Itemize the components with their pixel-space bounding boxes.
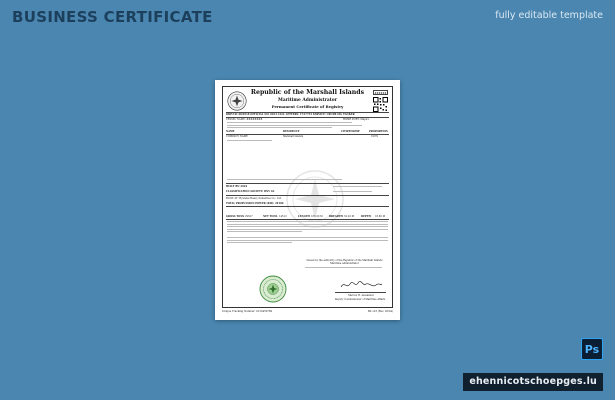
certificate-border xyxy=(222,86,393,308)
text-line xyxy=(333,191,372,192)
text-line xyxy=(227,221,388,222)
issued-by-text: Issued by the authority of the Republic of the Marshall Islands Maritime Administrator xyxy=(306,259,383,266)
text-line xyxy=(227,125,362,126)
banner-title: BUSINESS CERTIFICATE xyxy=(12,8,213,26)
owner-residence: Marshall Islands xyxy=(283,135,304,138)
photoshop-icon: Ps xyxy=(581,338,603,360)
text-line xyxy=(227,242,292,243)
signature-line xyxy=(335,292,386,293)
tonnage-value-gross: 29627 xyxy=(245,215,253,218)
administrator-seal-icon xyxy=(259,275,287,303)
tonnage-label-net: NET TONS xyxy=(263,215,278,218)
certificate-subheading: Maritime Administrator xyxy=(278,98,337,103)
site-label: ehennicotschoepges.lu xyxy=(463,373,603,391)
signature-icon xyxy=(339,280,383,290)
form-code: MI-123 (Rev. 03/24) xyxy=(367,310,393,313)
divider xyxy=(226,134,389,135)
text-line xyxy=(227,127,332,128)
tonnage-label-depth: DEPTH xyxy=(361,215,371,218)
home-port: HOME PORT: Majuro xyxy=(343,118,370,121)
text-line xyxy=(305,267,382,268)
form-code-box: ###### xyxy=(374,92,387,95)
text-line xyxy=(227,240,388,241)
text-line xyxy=(227,140,272,141)
certificate-document xyxy=(215,80,400,320)
divider xyxy=(226,183,389,184)
text-line xyxy=(227,122,352,123)
certificate-footer xyxy=(222,310,393,313)
built-at: BUILT AT: Hyundai Heavy Industries Co., Ltd. xyxy=(226,197,282,200)
divider xyxy=(226,195,389,196)
text-line xyxy=(227,179,342,180)
banner-tagline: fully editable template xyxy=(495,10,603,21)
certificate-doc-title: Permanent Certificate of Registry xyxy=(271,104,344,109)
owner-col-residence: RESIDENCE xyxy=(283,130,300,133)
tonnage-label-gross: GROSS TONS xyxy=(226,215,245,218)
certificate-heading: Republic of the Marshall Islands xyxy=(250,89,365,96)
registration-line: DRIVVR: 00/0518 OFFICIAL NO: 0013 CALL LETTERS: V7A7733 SERVICE: CRUDE OIL TANKER xyxy=(226,113,355,116)
owner-col-proportion: PROPORTION xyxy=(369,130,388,133)
tracking-number: Unique Tracking Number: 0123456789 xyxy=(222,310,273,313)
text-line xyxy=(333,186,382,187)
tonnage-label-breadth: BREADTH xyxy=(329,215,343,218)
text-line xyxy=(227,237,388,238)
propulsion-power: TOTAL PROPULSION POWER (KW): 24100 xyxy=(226,201,284,205)
signatory-name: Marcus H. Alexander xyxy=(348,294,374,297)
owner-col-citizenship: CITIZENSHIP xyxy=(341,130,360,133)
owner-col-name: NAME xyxy=(226,130,235,133)
built-by: BUILT BY: 2024 xyxy=(226,185,248,188)
tonnage-value-depth: 18.80 M xyxy=(375,215,386,218)
tonnage-value-net: 14512 xyxy=(279,215,287,218)
tonnage-value-breadth: 32.20 M xyxy=(344,215,355,218)
classification-society: CLASSIFICATION SOCIETY: DNV GL xyxy=(226,190,275,193)
signatory-title: Deputy Commissioner of Maritime Affairs xyxy=(334,298,386,301)
text-line xyxy=(227,226,388,227)
vessel-name: VESSEL NAME: ######## xyxy=(226,118,263,121)
divider xyxy=(226,219,389,220)
tonnage-label-length: LENGTH xyxy=(298,215,310,218)
text-line xyxy=(227,231,302,232)
owner-name: COMPANY NAME xyxy=(226,135,248,138)
text-line xyxy=(227,224,388,225)
text-line xyxy=(227,229,388,230)
divider xyxy=(226,206,389,207)
owner-proportion: 100% xyxy=(371,135,378,138)
tonnage-value-length: 183.00 M xyxy=(311,215,323,218)
